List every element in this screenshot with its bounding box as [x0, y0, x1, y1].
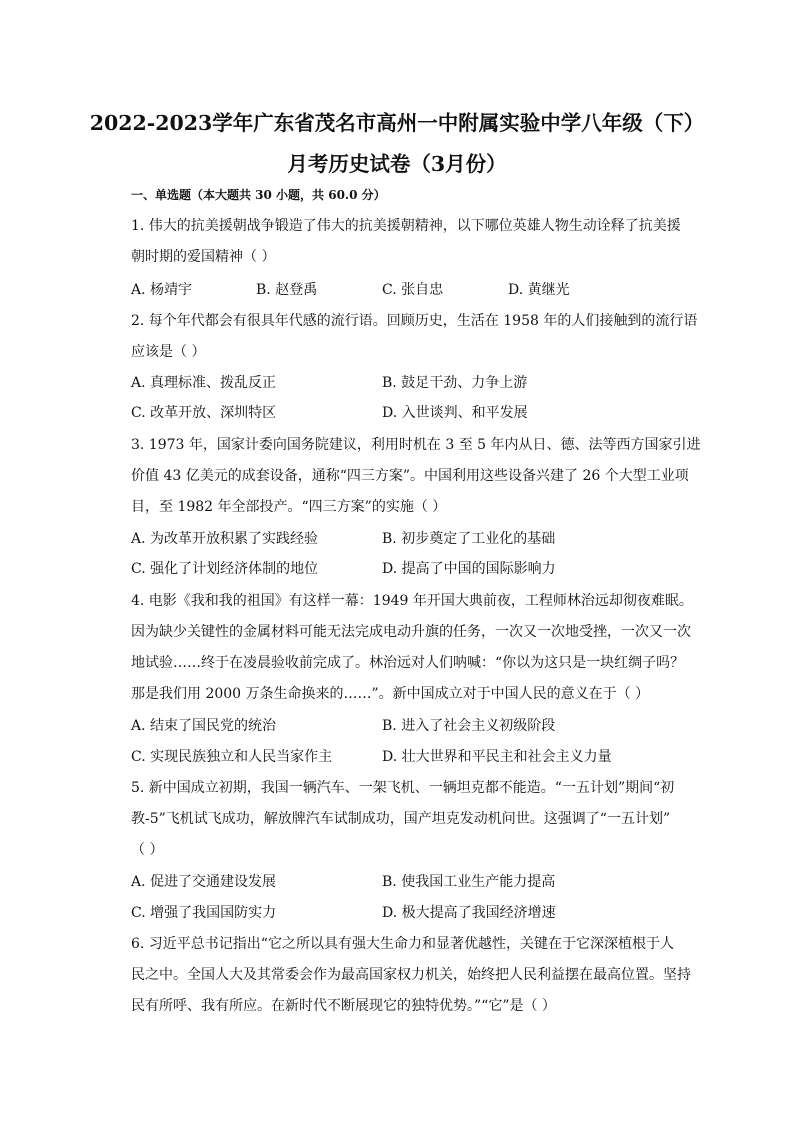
question-6-line-3: 民有所呼、我有所应。在新时代不断展现它的独特优势。”“它”是（ ） [131, 998, 556, 1014]
question-3-line-3: 目，至 1982 年全部投产。“四三方案”的实施（ ） [131, 499, 447, 515]
question-4-line-4: 那是我们用 2000 万条生命换来的……”。新中国成立对于中国人民的意义在于（ ） [131, 686, 650, 702]
question-6-line-1: 6. 习近平总书记指出“它之所以具有强大生命力和显著优越性，关键在于它深深植根于人 [131, 936, 674, 952]
question-4-line-3: 地试验……终于在凌晨验收前完成了。林治远对人们呐喊：“你以为这只是一块红绸子吗？ [131, 655, 685, 671]
question-3-option-a: A. 为改革开放积累了实践经验 [131, 531, 319, 547]
exam-title-line2: 月考历史试卷（3月份） [287, 152, 507, 176]
question-4-line-2: 因为缺少关键性的金属材料可能无法完成电动升旗的任务，一次又一次地受挫，一次又一次 [131, 624, 691, 640]
question-1-option-d: D. 黄继光 [508, 282, 570, 298]
question-5-line-2: 教-5”飞机试飞成功，解放牌汽车试制成功，国产坦克发动机问世。这强调了“一五计划” [131, 811, 671, 827]
question-1-option-a: A. 杨靖宇 [131, 282, 193, 298]
question-3-option-b: B. 初步奠定了工业化的基础 [382, 531, 556, 547]
question-3-line-1: 3. 1973 年，国家计委向国务院建议，利用时机在 3 至 5 年内从日、德、法等西方国家引进 [131, 437, 701, 453]
question-5-option-b: B. 使我国工业生产能力提高 [382, 874, 556, 890]
question-6-line-2: 民之中。全国人大及其常委会作为最高国家权力机关，始终把人民利益摆在最高位置。坚持 [131, 967, 691, 983]
question-5-line-3: （ ） [131, 842, 164, 858]
question-4-option-c: C. 实现民族独立和人民当家作主 [131, 749, 333, 765]
question-1-line-2: 朝时期的爱国精神（ ） [131, 249, 276, 265]
section-heading: 一、单选题（本大题共 30 小题，共 60.0 分） [131, 188, 386, 202]
question-4-option-a: A. 结束了国民党的统治 [131, 718, 277, 734]
question-1-option-b: B. 赵登禹 [256, 282, 318, 298]
question-4-option-d: D. 壮大世界和平民主和社会主义力量 [382, 749, 612, 765]
question-2-option-d: D. 入世谈判、和平发展 [382, 405, 528, 421]
question-4-option-b: B. 进入了社会主义初级阶段 [382, 718, 556, 734]
question-3-option-d: D. 提高了中国的国际影响力 [382, 561, 556, 577]
question-5-option-c: C. 增强了我国国防实力 [131, 905, 277, 921]
question-4-line-1: 4. 电影《我和我的祖国》有这样一幕：1949 年开国大典前夜，工程师林治远却彻夜难眠。 [131, 593, 693, 609]
question-1-line-1: 1. 伟大的抗美援朝战争锻造了伟大的抗美援朝精神，以下哪位英雄人物生动诠释了抗美援 [131, 218, 681, 234]
question-2-line-2: 应该是（ ） [131, 344, 206, 360]
exam-title-line1: 2022-2023学年广东省茂名市高州一中附属实验中学八年级（下） [89, 111, 705, 135]
question-5-option-d: D. 极大提高了我国经济增速 [382, 905, 556, 921]
question-2-option-c: C. 改革开放、深圳特区 [131, 405, 277, 421]
question-3-option-c: C. 强化了计划经济体制的地位 [131, 561, 319, 577]
question-1-option-c: C. 张自忠 [382, 282, 444, 298]
question-2-option-b: B. 鼓足干劲、力争上游 [382, 375, 528, 391]
question-2-option-a: A. 真理标准、拨乱反正 [131, 375, 277, 391]
question-5-line-1: 5. 新中国成立初期，我国一辆汽车、一架飞机、一辆坦克都不能造。“一五计划”期间“初 [131, 780, 675, 796]
question-5-option-a: A. 促进了交通建设发展 [131, 874, 277, 890]
question-2-line-1: 2. 每个年代都会有很具年代感的流行语。回顾历史，生活在 1958 年的人们接触到的流行语 [131, 313, 698, 329]
question-3-line-2: 价值 43 亿美元的成套设备，通称“四三方案”。中国利用这些设备兴建了 26 个大型工业项 [131, 468, 689, 484]
